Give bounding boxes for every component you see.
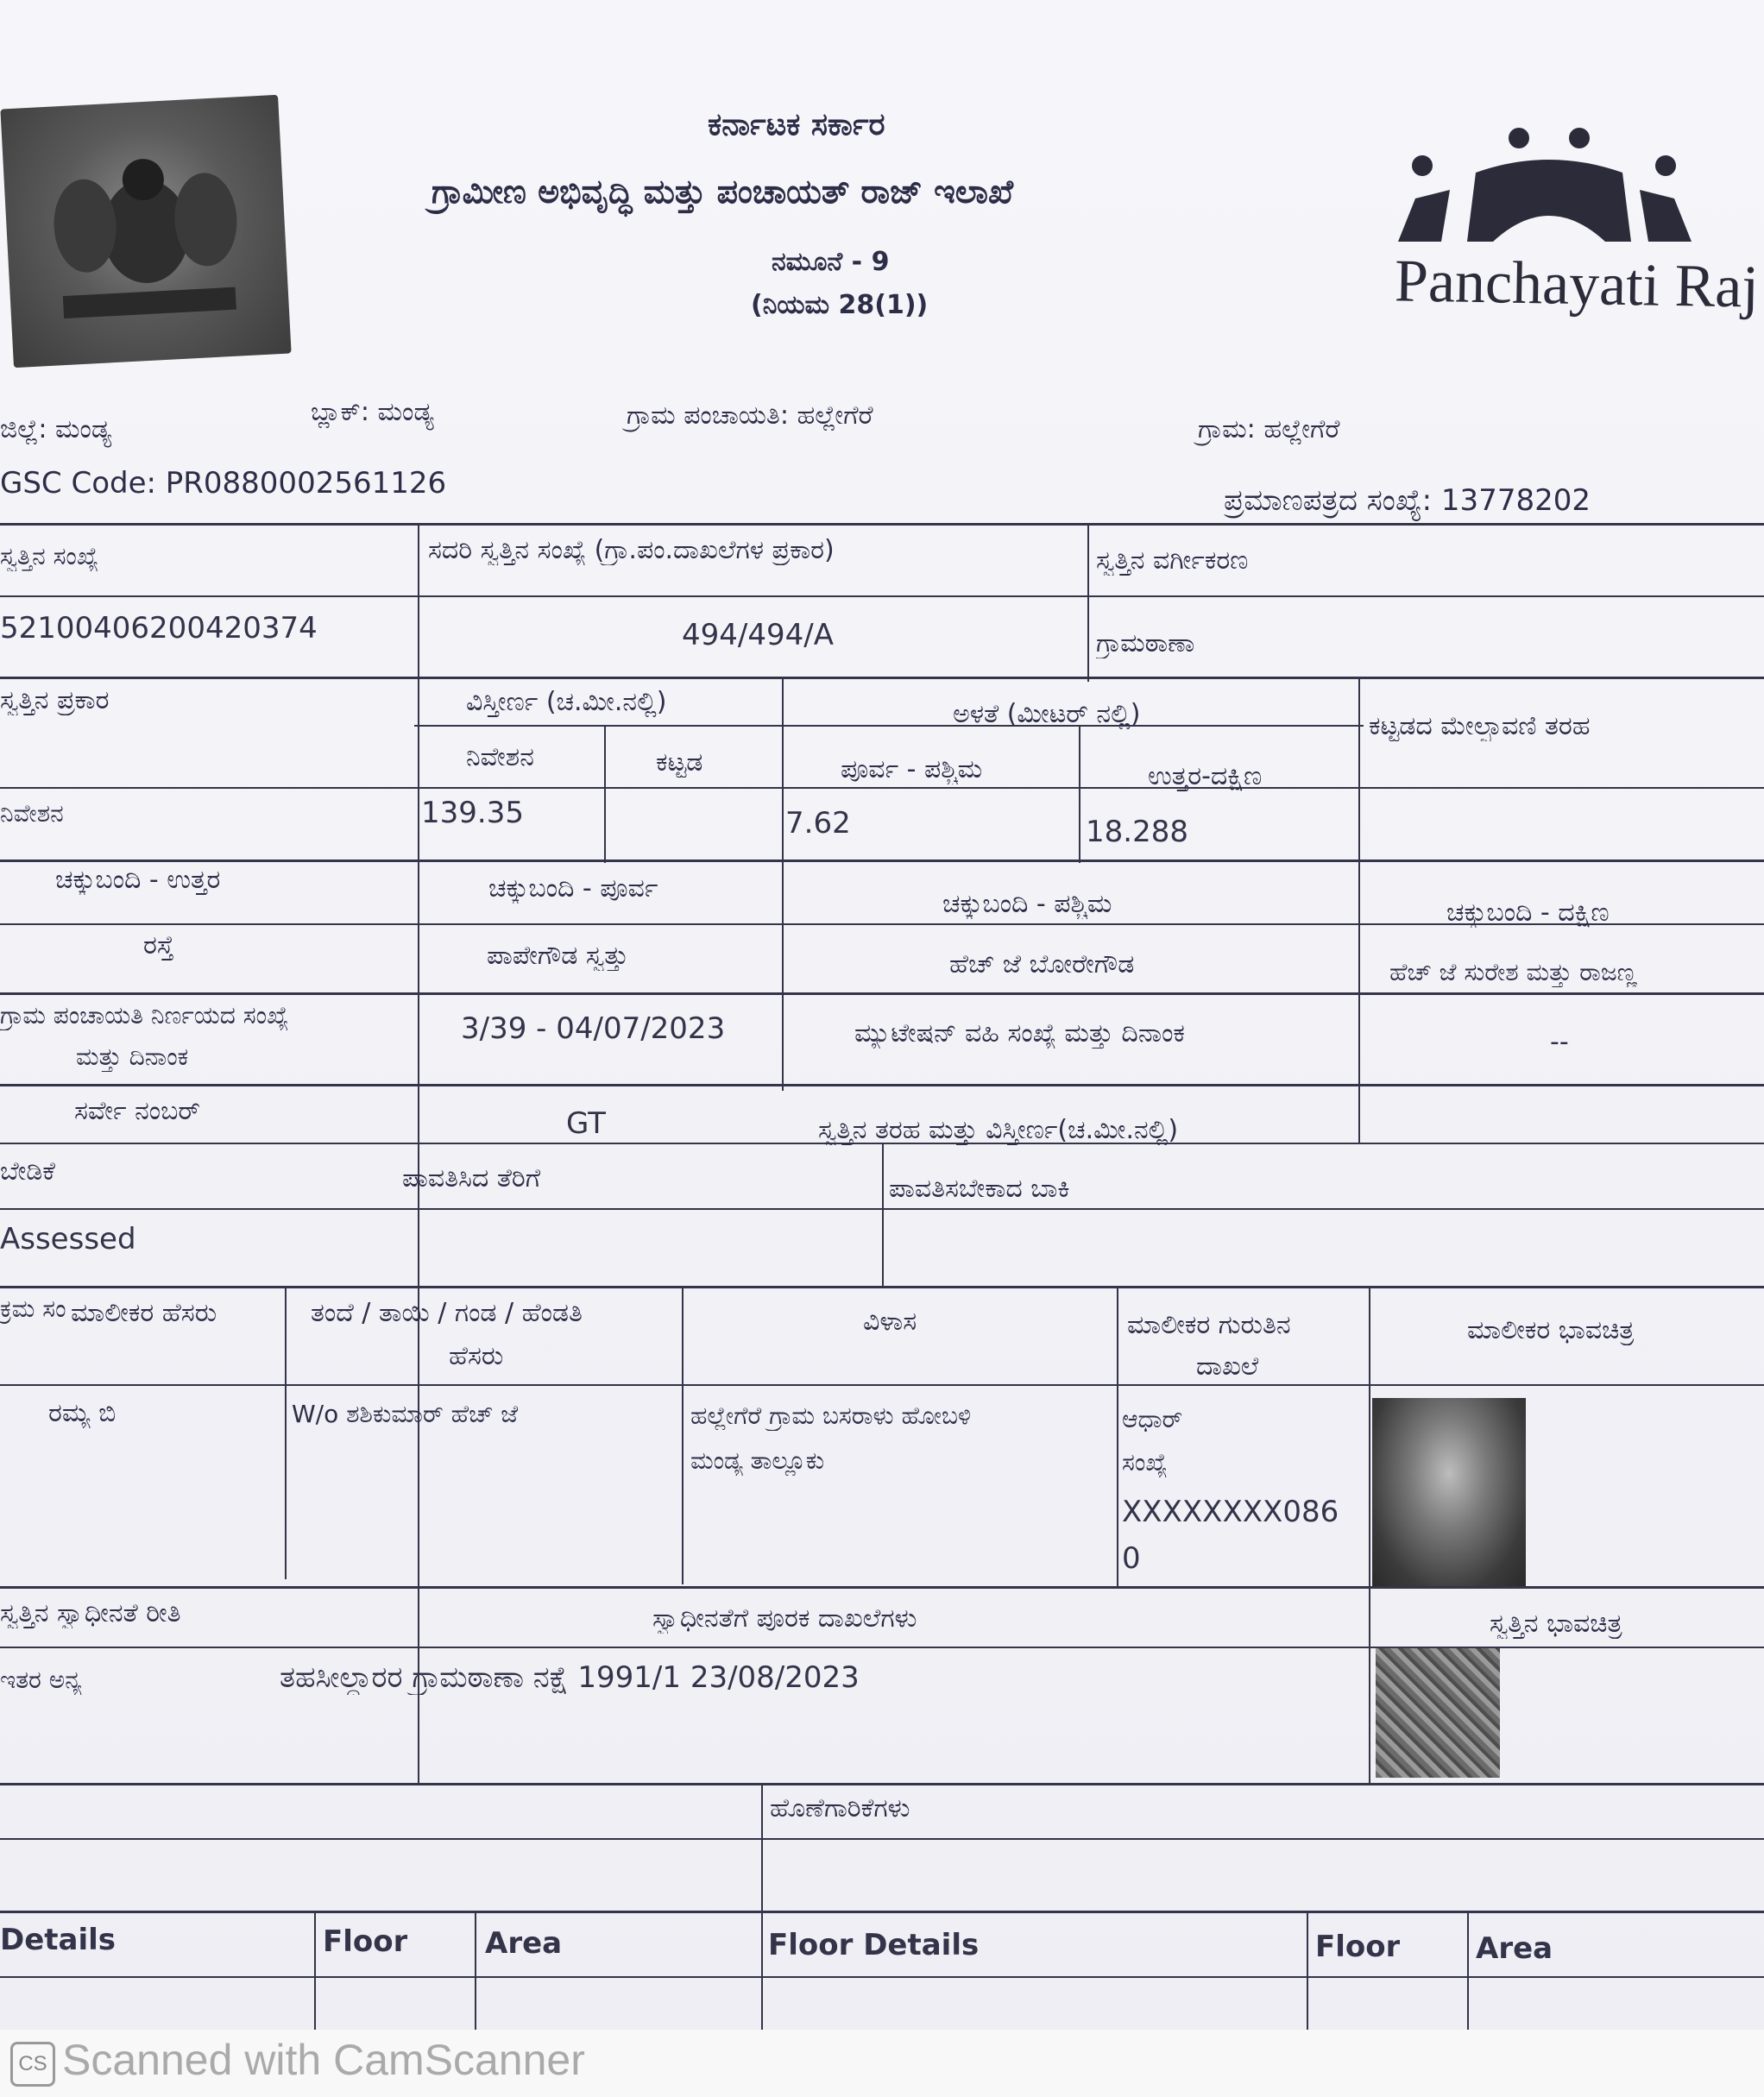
mutation-header: ಮ್ಯುಟೇಷನ್ ವಹಿ ಸಂಖ್ಯೆ ಮತ್ತು ದಿನಾಂಕ [854,1018,1185,1048]
classification: ಗ್ರಾಮಠಾಣಾ [1096,628,1195,658]
id-type-line2: ಸಂಖ್ಯೆ [1122,1448,1168,1477]
boundary-south: ಹೆಚ್ ಜೆ ಸುರೇಶ ಮತ್ತು ರಾಜಣ್ಣ [1389,958,1638,986]
north-south-value: 18.288 [1086,815,1188,849]
owner-id-header-line2: ದಾಖಲೆ [1196,1351,1259,1382]
id-number-line2: 0 [1122,1541,1141,1576]
area-header: ವಿಸ್ತೀರ್ಣ (ಚ.ಮೀ.ನಲ್ಲಿ) [466,687,667,717]
demand-header: ಬೇಡಿಕೆ [0,1156,55,1187]
ownership-docs-header: ಸ್ವಾಧೀನತೆಗೆ ಪೂರಕ ದಾಖಲೆಗಳು [652,1603,917,1634]
address-line1: ಹಲ್ಲೇಗೆರೆ ಗ್ರಾಮ ಬಸರಾಳು ಹೋಬಳಿ [690,1401,972,1430]
address-header: ವಿಳಾಸ [863,1307,917,1337]
roof-header: ಕಟ್ಟಡದ ಮೇಲ್ಛಾವಣಿ ತರಹ [1369,711,1591,741]
property-no: 52100406200420374 [0,611,318,645]
floor-header-left: Floor [323,1924,408,1959]
resolution-value: 3/39 - 04/07/2023 [461,1011,726,1046]
property-type: ನಿವೇಶನ [0,799,64,828]
govt-title: ಕರ್ನಾಟಕ ಸರ್ಕಾರ [708,107,885,142]
boundary-north: ರಸ್ತೆ [143,930,174,960]
lgd-code: GSC Code: PR0880002561126 [0,466,447,501]
mutation-value: -- [1550,1027,1569,1057]
classification-header: ಸ್ವತ್ತಿನ ವರ್ಗೀಕರಣ [1096,545,1249,576]
liabilities-header: ಹೊಣೆಗಾರಿಕೆಗಳು [770,1793,910,1823]
survey-value: GT [566,1106,606,1141]
property-type-header: ಸ್ವತ್ತಿನ ಪ್ರಕಾರ [0,685,110,715]
gp-property-no-header: ಸದರಿ ಸ್ವತ್ತಿನ ಸಂಖ್ಯೆ (ಗ್ರಾ.ಪಂ.ದಾಖಲೆಗಳ ಪ್ರಕಾರ) [428,535,835,565]
paid-tax-header: ಪಾವತಿಸಿದ ತೆರಿಗೆ [402,1163,541,1193]
ownership-docs: ತಹಸೀಲ್ದಾರರ ಗ್ರಾಮಠಾಣಾ ನಕ್ಷೆ 1991/1 23/08/2023 [280,1660,860,1695]
site-photo-header: ಸ್ವತ್ತಿನ ಭಾವಚಿತ್ರ [1490,1609,1622,1639]
logo-text: Panchayati Raj [1394,248,1760,321]
building-header: ಕಟ್ಟಡ [656,747,703,778]
relation-header-line2: ಹೆಸರು [449,1341,504,1371]
id-type-line1: ಆಧಾರ್ [1122,1405,1183,1433]
dept-title: ಗ್ರಾಮೀಣ ಅಭಿವೃದ್ಧಿ ಮತ್ತು ಪಂಚಾಯತ್ ರಾಜ್ ಇಲಾಖೆ [432,173,1014,211]
block: ಬ್ಲಾಕ್: ಮಂಡ್ಯ [311,397,434,427]
site-photo [1376,1648,1500,1778]
boundary-east: ಪಾಪೇಗೌಡ ಸ್ವತ್ತು [487,941,629,971]
owner-name: ರಮ್ಯ ಬಿ [48,1398,117,1428]
east-west-header: ಪೂರ್ವ - ಪಶ್ಚಿಮ [841,754,983,784]
form-number: ನಮೂನೆ - 9 [772,247,890,277]
site-area: 139.35 [421,796,524,830]
address-line2: ಮಂಡ್ಯ ತಾಲ್ಲೂಕು [690,1446,825,1475]
village: ಗ್ರಾಮ: ಹಲ್ಲೇಗೆರೆ [1198,414,1340,444]
boundary-east-header: ಚಕ್ಕುಬಂದಿ - ಪೂರ್ವ [488,873,658,904]
floor-header-right: Floor [1315,1930,1401,1964]
floor-details-header-left: Details [0,1923,117,1957]
survey-header: ಸರ್ವೇ ನಂಬರ್ [74,1096,200,1126]
gram-panchayat: ಗ್ರಾಮ ಪಂಚಾಯತಿ: ಹಲ್ಲೇಗೆರೆ [627,400,873,431]
relation-header-line1: ತಂದೆ / ತಾಯಿ / ಗಂಡ / ಹೆಂಡತಿ [311,1298,583,1328]
resolution-header-line2: ಮತ್ತು ದಿನಾಂಕ [76,1042,189,1071]
boundary-north-header: ಚಕ್ಕುಬಂದಿ - ಉತ್ತರ [55,865,221,895]
camscanner-icon: CS [10,2042,55,2087]
gp-property-no: 494/494/A [682,618,834,652]
boundary-west: ಹೆಚ್ ಜೆ ಬೋರೇಗೌಡ [949,949,1135,979]
rule-number: (ನಿಯಮ 28(1)) [751,290,929,320]
owner-photo-header: ಮಾಲೀಕರ ಭಾವಚಿತ್ರ [1467,1315,1635,1345]
site-header: ನಿವೇಶನ [466,742,534,772]
east-west-value: 7.62 [785,806,851,841]
certificate-number: ಪ್ರಮಾಣಪತ್ರದ ಸಂಖ್ಯೆ: 13778202 [1224,483,1591,518]
dimensions-header: ಅಳತೆ (ಮೀಟರ್ ನಲ್ಲಿ) [953,699,1141,729]
ownership-mode-header: ಸ್ವತ್ತಿನ ಸ್ವಾಧೀನತೆ ರೀತಿ [0,1598,181,1628]
balance-header: ಪಾವತಿಸಬೇಕಾದ ಬಾಕಿ [889,1174,1070,1204]
property-no-header: ಸ್ವತ್ತಿನ ಸಂಖ್ಯೆ [0,542,99,570]
area-header-right: Area [1476,1931,1553,1966]
owner-name-header: ಮಾಲೀಕರ ಹೆಸರು [71,1298,217,1328]
north-south-header: ಉತ್ತರ-ದಕ್ಷಿಣ [1148,761,1263,791]
owner-photo [1372,1398,1526,1586]
district: ಜಿಲ್ಲೆ: ಮಂಡ್ಯ [0,414,112,444]
demand-value: Assessed [0,1222,136,1256]
scanner-watermark: Scanned with CamScanner [62,2036,585,2084]
karnataka-emblem-icon [0,95,291,368]
relation-value: W/o ಶಶಿಕುಮಾರ್ ಹೆಚ್ ಜೆ [292,1400,519,1428]
area-header-left: Area [485,1926,563,1961]
nature-header: ಸ್ವತ್ತಿನ ತರಹ ಮತ್ತು ವಿಸ್ತೀರ್ಣ(ಚ.ಮೀ.ನಲ್ಲಿ) [818,1115,1179,1145]
boundary-south-header: ಚಕ್ಕುಬಂದಿ - ದಕ್ಷಿಣ [1446,897,1610,928]
resolution-header-line1: ಗ್ರಾಮ ಪಂಚಾಯತಿ ನಿರ್ಣಯದ ಸಂಖ್ಯೆ [0,1001,289,1030]
serial-header: ಕ್ರಮ ಸಂ [0,1294,66,1323]
owner-id-header-line1: ಮಾಲೀಕರ ಗುರುತಿನ [1127,1310,1291,1340]
floor-details-header-right: Floor Details [768,1928,980,1962]
id-number-line1: XXXXXXXX086 [1122,1495,1339,1529]
ownership-mode: ಇತರ ಅನ್ಯ [0,1666,82,1694]
boundary-west-header: ಚಕ್ಕುಬಂದಿ - ಪಶ್ಚಿಮ [942,889,1112,919]
